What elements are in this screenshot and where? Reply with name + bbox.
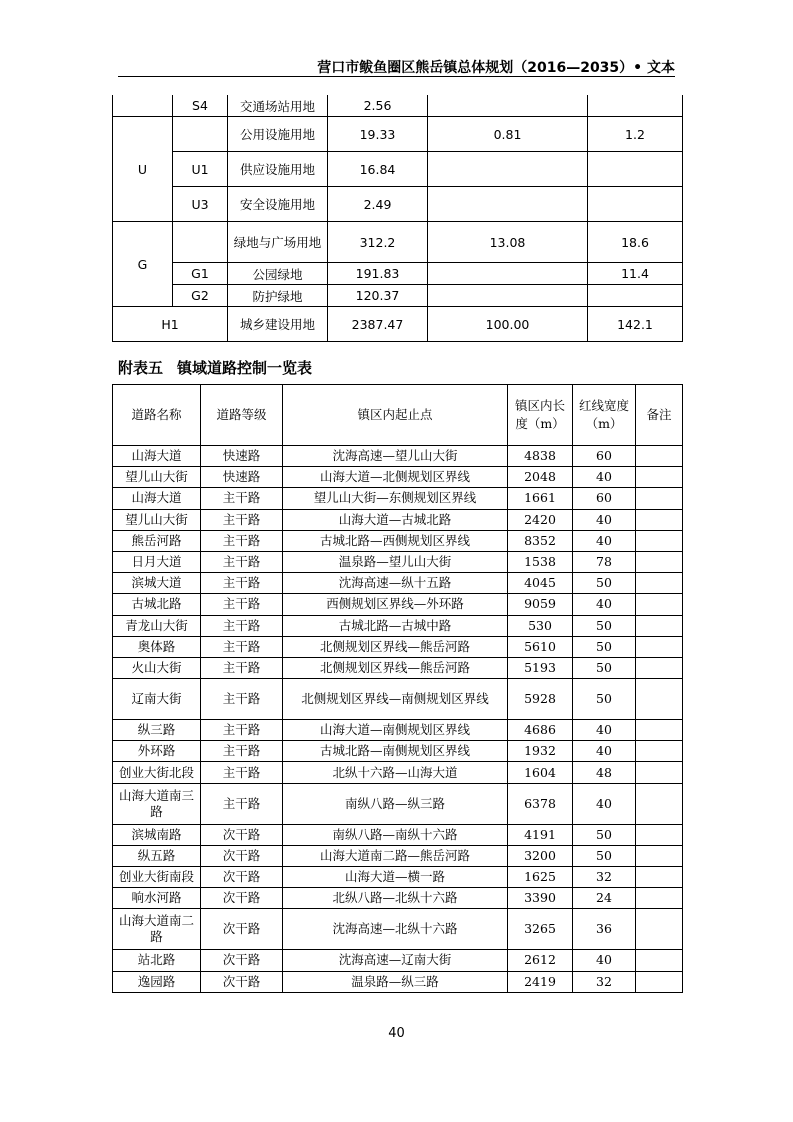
road-name-cell: 青龙山大街 bbox=[113, 615, 201, 636]
road-grade-cell: 主干路 bbox=[201, 720, 283, 741]
road-range-cell: 沈海高速—纵十五路 bbox=[283, 573, 508, 594]
land-area-cell: 19.33 bbox=[328, 117, 428, 152]
road-range-cell: 古城北路—南侧规划区界线 bbox=[283, 741, 508, 762]
land-area-cell: 2387.47 bbox=[328, 307, 428, 342]
land-name-cell: 供应设施用地 bbox=[228, 152, 328, 187]
land-area-cell: 2.49 bbox=[328, 187, 428, 222]
table-row bbox=[113, 117, 683, 152]
land-per-capita-cell: 11.4 bbox=[588, 263, 683, 285]
table-row bbox=[113, 636, 683, 657]
table-row bbox=[113, 488, 683, 509]
land-pct-cell: 13.08 bbox=[428, 222, 588, 263]
road-length-cell: 2048 bbox=[508, 467, 573, 488]
table-row bbox=[113, 285, 683, 307]
table-header-row bbox=[113, 385, 683, 446]
road-width-cell: 40 bbox=[573, 530, 636, 551]
road-note-cell bbox=[636, 867, 683, 888]
road-range-cell: 南纵八路—纵三路 bbox=[283, 783, 508, 824]
road-length-cell: 1661 bbox=[508, 488, 573, 509]
road-name-cell: 滨城大道 bbox=[113, 573, 201, 594]
land-pct-cell bbox=[428, 187, 588, 222]
table-row bbox=[113, 845, 683, 866]
road-width-cell: 50 bbox=[573, 636, 636, 657]
land-name-cell: 公园绿地 bbox=[228, 263, 328, 285]
road-length-cell: 9059 bbox=[508, 594, 573, 615]
road-range-cell: 古城北路—西侧规划区界线 bbox=[283, 530, 508, 551]
road-width-cell: 60 bbox=[573, 446, 636, 467]
road-name-cell: 山海大道 bbox=[113, 488, 201, 509]
road-name-cell: 望儿山大街 bbox=[113, 509, 201, 530]
land-pct-cell bbox=[428, 263, 588, 285]
road-name-cell: 山海大道南二路 bbox=[113, 909, 201, 950]
land-pct-cell: 0.81 bbox=[428, 117, 588, 152]
road-grade-cell: 主干路 bbox=[201, 615, 283, 636]
road-note-cell bbox=[636, 950, 683, 971]
land-code-cell: G2 bbox=[173, 285, 228, 307]
table-row bbox=[113, 530, 683, 551]
land-code-cell: U1 bbox=[173, 152, 228, 187]
land-code-cell bbox=[173, 117, 228, 152]
road-name-cell: 纵三路 bbox=[113, 720, 201, 741]
road-grade-cell: 主干路 bbox=[201, 594, 283, 615]
road-length-cell: 1604 bbox=[508, 762, 573, 783]
road-length-cell: 1625 bbox=[508, 867, 573, 888]
land-name-cell: 绿地与广场用地 bbox=[228, 222, 328, 263]
road-name-cell: 滨城南路 bbox=[113, 824, 201, 845]
land-pct-cell: 100.00 bbox=[428, 307, 588, 342]
road-note-cell bbox=[636, 971, 683, 992]
land-name-cell: 安全设施用地 bbox=[228, 187, 328, 222]
table-row bbox=[113, 783, 683, 824]
road-range-cell: 北侧规划区界线—南侧规划区界线 bbox=[283, 679, 508, 720]
road-range-cell: 沈海高速—辽南大街 bbox=[283, 950, 508, 971]
road-name-cell: 响水河路 bbox=[113, 888, 201, 909]
road-range-cell: 北纵八路—北纵十六路 bbox=[283, 888, 508, 909]
table-row bbox=[113, 888, 683, 909]
road-length-cell: 4191 bbox=[508, 824, 573, 845]
road-note-cell bbox=[636, 720, 683, 741]
table-row bbox=[113, 222, 683, 263]
road-control-table bbox=[112, 384, 683, 993]
road-range-cell: 北纵十六路—山海大道 bbox=[283, 762, 508, 783]
table-row bbox=[113, 95, 683, 117]
land-per-capita-cell bbox=[588, 95, 683, 117]
road-grade-cell: 次干路 bbox=[201, 971, 283, 992]
road-note-cell bbox=[636, 573, 683, 594]
road-width-cell: 24 bbox=[573, 888, 636, 909]
land-use-table bbox=[112, 95, 683, 342]
road-name-cell: 山海大道 bbox=[113, 446, 201, 467]
road-range-cell: 山海大道—南侧规划区界线 bbox=[283, 720, 508, 741]
road-name-cell: 纵五路 bbox=[113, 845, 201, 866]
table-row bbox=[113, 615, 683, 636]
road-grade-cell: 次干路 bbox=[201, 950, 283, 971]
road-grade-cell: 主干路 bbox=[201, 530, 283, 551]
land-per-capita-cell: 1.2 bbox=[588, 117, 683, 152]
road-range-cell: 北侧规划区界线—熊岳河路 bbox=[283, 657, 508, 678]
road-range-cell: 山海大道南二路—熊岳河路 bbox=[283, 845, 508, 866]
road-note-cell bbox=[636, 741, 683, 762]
road-grade-cell: 主干路 bbox=[201, 509, 283, 530]
land-per-capita-cell: 18.6 bbox=[588, 222, 683, 263]
land-code-cell: S4 bbox=[173, 95, 228, 117]
road-grade-cell: 主干路 bbox=[201, 573, 283, 594]
road-length-cell: 2420 bbox=[508, 509, 573, 530]
road-range-cell: 古城北路—古城中路 bbox=[283, 615, 508, 636]
table-row bbox=[113, 741, 683, 762]
road-length-cell: 2419 bbox=[508, 971, 573, 992]
document-header-title: 营口市鲅鱼圈区熊岳镇总体规划（2016—2035）• 文本 bbox=[317, 60, 675, 76]
road-width-cell: 50 bbox=[573, 679, 636, 720]
road-note-cell bbox=[636, 488, 683, 509]
land-group-cell: U bbox=[113, 117, 173, 222]
road-grade-cell: 主干路 bbox=[201, 636, 283, 657]
road-grade-cell: 主干路 bbox=[201, 488, 283, 509]
road-range-cell: 山海大道—横一路 bbox=[283, 867, 508, 888]
page-number: 40 bbox=[388, 1026, 405, 1041]
land-pct-cell bbox=[428, 95, 588, 117]
road-name-cell: 山海大道南三路 bbox=[113, 783, 201, 824]
road-grade-cell: 次干路 bbox=[201, 845, 283, 866]
land-per-capita-cell: 142.1 bbox=[588, 307, 683, 342]
table-row bbox=[113, 867, 683, 888]
land-area-cell: 191.83 bbox=[328, 263, 428, 285]
land-area-cell: 120.37 bbox=[328, 285, 428, 307]
road-note-cell bbox=[636, 762, 683, 783]
land-pct-cell bbox=[428, 285, 588, 307]
road-range-cell: 北侧规划区界线—熊岳河路 bbox=[283, 636, 508, 657]
road-grade-cell: 主干路 bbox=[201, 657, 283, 678]
road-width-cell: 50 bbox=[573, 573, 636, 594]
road-note-cell bbox=[636, 909, 683, 950]
road-length-cell: 1932 bbox=[508, 741, 573, 762]
road-length-cell: 8352 bbox=[508, 530, 573, 551]
road-range-cell: 沈海高速—望儿山大街 bbox=[283, 446, 508, 467]
road-length-cell: 3200 bbox=[508, 845, 573, 866]
road-range-cell: 温泉路—望儿山大街 bbox=[283, 551, 508, 572]
table-row bbox=[113, 720, 683, 741]
appendix-title: 镇域道路控制一览表 bbox=[177, 359, 313, 377]
table-row bbox=[113, 446, 683, 467]
road-range-cell: 望儿山大街—东侧规划区界线 bbox=[283, 488, 508, 509]
header-rule bbox=[118, 76, 675, 77]
road-note-cell bbox=[636, 679, 683, 720]
road-length-cell: 5610 bbox=[508, 636, 573, 657]
land-per-capita-cell bbox=[588, 152, 683, 187]
land-code-cell: G1 bbox=[173, 263, 228, 285]
land-name-cell: 城乡建设用地 bbox=[228, 307, 328, 342]
road-length-cell: 1538 bbox=[508, 551, 573, 572]
road-width-cell: 40 bbox=[573, 594, 636, 615]
land-name-cell: 防护绿地 bbox=[228, 285, 328, 307]
land-name-cell: 公用设施用地 bbox=[228, 117, 328, 152]
road-length-cell: 4686 bbox=[508, 720, 573, 741]
land-area-cell: 312.2 bbox=[328, 222, 428, 263]
table-row bbox=[113, 824, 683, 845]
road-width-cell: 50 bbox=[573, 615, 636, 636]
road-length-cell: 2612 bbox=[508, 950, 573, 971]
road-note-cell bbox=[636, 594, 683, 615]
road-range-cell: 山海大道—北侧规划区界线 bbox=[283, 467, 508, 488]
header-road-note: 备注 bbox=[636, 385, 683, 446]
road-grade-cell: 次干路 bbox=[201, 909, 283, 950]
table-row bbox=[113, 950, 683, 971]
road-length-cell: 530 bbox=[508, 615, 573, 636]
road-range-cell: 山海大道—古城北路 bbox=[283, 509, 508, 530]
road-note-cell bbox=[636, 551, 683, 572]
road-note-cell bbox=[636, 467, 683, 488]
land-code-cell bbox=[173, 222, 228, 263]
header-road-name: 道路名称 bbox=[113, 385, 201, 446]
table-row bbox=[113, 762, 683, 783]
table-row bbox=[113, 187, 683, 222]
road-name-cell: 火山大街 bbox=[113, 657, 201, 678]
road-width-cell: 40 bbox=[573, 467, 636, 488]
land-name-cell: 交通场站用地 bbox=[228, 95, 328, 117]
road-length-cell: 4838 bbox=[508, 446, 573, 467]
road-name-cell: 站北路 bbox=[113, 950, 201, 971]
road-width-cell: 40 bbox=[573, 783, 636, 824]
road-grade-cell: 主干路 bbox=[201, 762, 283, 783]
road-width-cell: 36 bbox=[573, 909, 636, 950]
table-row bbox=[113, 573, 683, 594]
road-note-cell bbox=[636, 530, 683, 551]
table-row bbox=[113, 909, 683, 950]
table-row bbox=[113, 551, 683, 572]
road-note-cell bbox=[636, 888, 683, 909]
table-row bbox=[113, 509, 683, 530]
road-range-cell: 沈海高速—北纵十六路 bbox=[283, 909, 508, 950]
road-note-cell bbox=[636, 509, 683, 530]
road-width-cell: 48 bbox=[573, 762, 636, 783]
road-name-cell: 创业大街南段 bbox=[113, 867, 201, 888]
road-grade-cell: 主干路 bbox=[201, 551, 283, 572]
road-length-cell: 6378 bbox=[508, 783, 573, 824]
header-road-grade: 道路等级 bbox=[201, 385, 283, 446]
header-road-length: 镇区内长度（m） bbox=[508, 385, 573, 446]
road-name-cell: 创业大街北段 bbox=[113, 762, 201, 783]
road-note-cell bbox=[636, 783, 683, 824]
road-name-cell: 望儿山大街 bbox=[113, 467, 201, 488]
road-name-cell: 奥体路 bbox=[113, 636, 201, 657]
road-width-cell: 40 bbox=[573, 509, 636, 530]
road-grade-cell: 快速路 bbox=[201, 446, 283, 467]
road-grade-cell: 次干路 bbox=[201, 824, 283, 845]
table-row bbox=[113, 657, 683, 678]
road-width-cell: 40 bbox=[573, 720, 636, 741]
road-note-cell bbox=[636, 615, 683, 636]
road-width-cell: 50 bbox=[573, 824, 636, 845]
table-row bbox=[113, 467, 683, 488]
road-name-cell: 熊岳河路 bbox=[113, 530, 201, 551]
road-width-cell: 32 bbox=[573, 971, 636, 992]
road-width-cell: 50 bbox=[573, 845, 636, 866]
table-row bbox=[113, 152, 683, 187]
road-name-cell: 逸园路 bbox=[113, 971, 201, 992]
table-row bbox=[113, 679, 683, 720]
road-length-cell: 5928 bbox=[508, 679, 573, 720]
road-grade-cell: 快速路 bbox=[201, 467, 283, 488]
road-width-cell: 50 bbox=[573, 657, 636, 678]
road-length-cell: 3390 bbox=[508, 888, 573, 909]
land-group-cell: G bbox=[113, 222, 173, 307]
land-per-capita-cell bbox=[588, 187, 683, 222]
land-pct-cell bbox=[428, 152, 588, 187]
road-range-cell: 西侧规划区界线—外环路 bbox=[283, 594, 508, 615]
road-note-cell bbox=[636, 845, 683, 866]
land-per-capita-cell bbox=[588, 285, 683, 307]
road-name-cell: 日月大道 bbox=[113, 551, 201, 572]
road-grade-cell: 主干路 bbox=[201, 741, 283, 762]
road-note-cell bbox=[636, 657, 683, 678]
road-name-cell: 古城北路 bbox=[113, 594, 201, 615]
road-note-cell bbox=[636, 446, 683, 467]
land-area-cell: 2.56 bbox=[328, 95, 428, 117]
road-grade-cell: 次干路 bbox=[201, 888, 283, 909]
road-grade-cell: 主干路 bbox=[201, 783, 283, 824]
road-note-cell bbox=[636, 824, 683, 845]
road-name-cell: 外环路 bbox=[113, 741, 201, 762]
table-row bbox=[113, 263, 683, 285]
road-width-cell: 40 bbox=[573, 950, 636, 971]
road-length-cell: 5193 bbox=[508, 657, 573, 678]
land-area-cell: 16.84 bbox=[328, 152, 428, 187]
table-row bbox=[113, 594, 683, 615]
road-length-cell: 3265 bbox=[508, 909, 573, 950]
land-group-cell bbox=[113, 95, 173, 117]
section-heading bbox=[118, 357, 312, 378]
road-length-cell: 4045 bbox=[508, 573, 573, 594]
road-width-cell: 40 bbox=[573, 741, 636, 762]
road-range-cell: 南纵八路—南纵十六路 bbox=[283, 824, 508, 845]
land-group-cell: H1 bbox=[113, 307, 228, 342]
road-width-cell: 60 bbox=[573, 488, 636, 509]
header-road-range: 镇区内起止点 bbox=[283, 385, 508, 446]
road-width-cell: 78 bbox=[573, 551, 636, 572]
road-width-cell: 32 bbox=[573, 867, 636, 888]
land-code-cell: U3 bbox=[173, 187, 228, 222]
road-range-cell: 温泉路—纵三路 bbox=[283, 971, 508, 992]
road-grade-cell: 次干路 bbox=[201, 867, 283, 888]
road-note-cell bbox=[636, 636, 683, 657]
header-road-width: 红线宽度（m） bbox=[573, 385, 636, 446]
road-name-cell: 辽南大街 bbox=[113, 679, 201, 720]
appendix-label: 附表五 bbox=[118, 359, 164, 377]
table-row bbox=[113, 307, 683, 342]
road-grade-cell: 主干路 bbox=[201, 679, 283, 720]
table-row bbox=[113, 971, 683, 992]
